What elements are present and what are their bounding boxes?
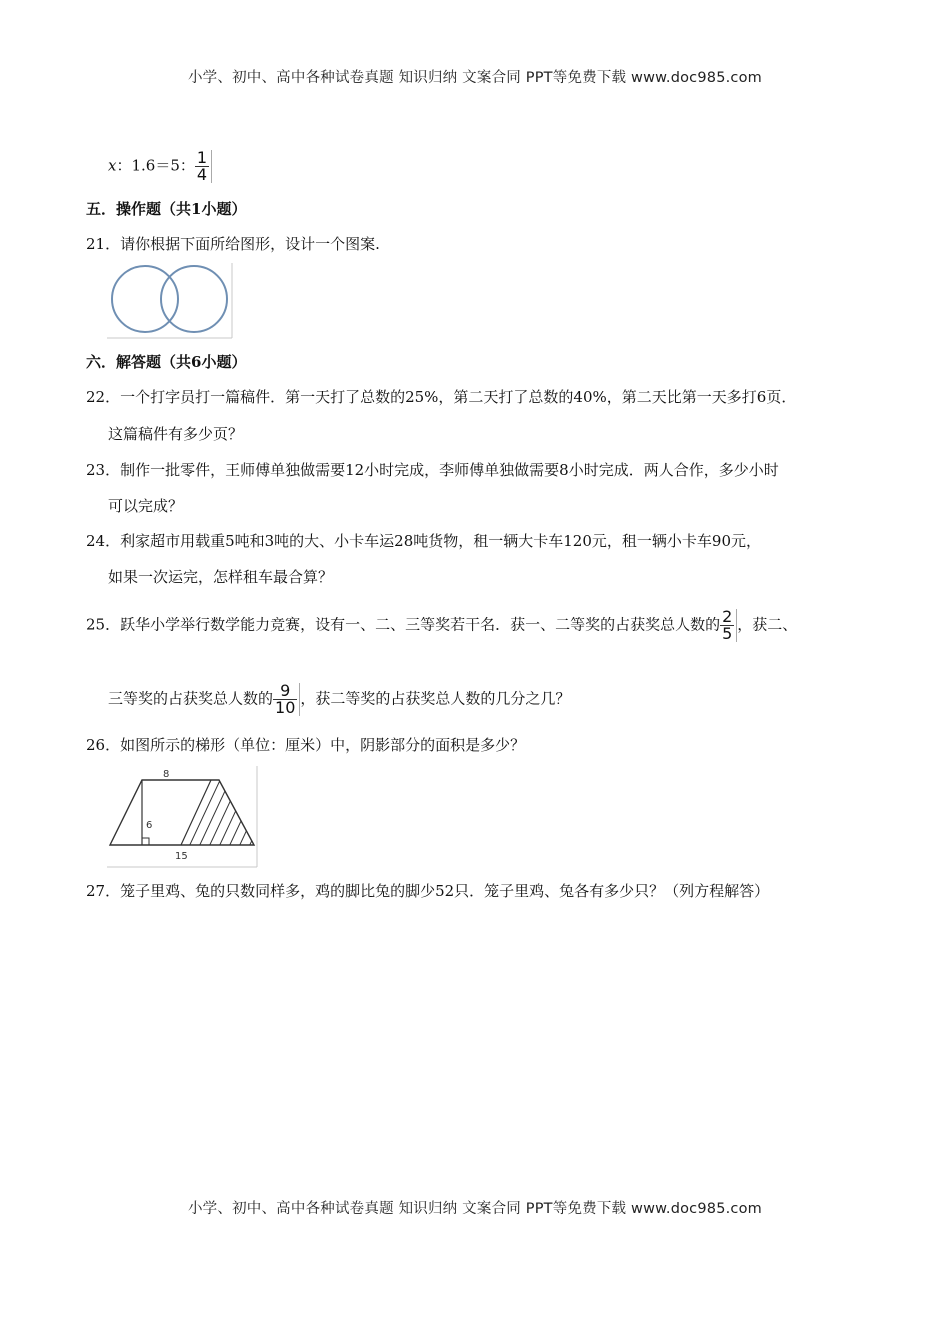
right-circle	[161, 266, 227, 332]
fraction-one-quarter: $\frac{1}{4}$	[195, 150, 212, 183]
page-footer: 小学、初中、高中各种试卷真题 知识归纳 文案合同 PPT等免费下载 www.doc985.com	[187, 1201, 763, 1217]
question-23-line2: 可以完成？	[108, 497, 184, 515]
trapezoid-figure	[107, 766, 259, 868]
left-circle	[112, 266, 178, 332]
height-label: 6	[146, 820, 153, 831]
trapezoid-outline	[110, 780, 254, 845]
question-23-line1: 23．制作一批零件，王师傅单独做需要12小时完成，李师傅单独做需要8小时完成．两人合作，多少小时	[86, 461, 779, 479]
question-22-line1: 22．一个打字员打一篇稿件．第一天打了总数的25%，第二天打了总数的40%，第二天比第一天多打6页．	[86, 388, 797, 406]
question-21: 21．请你根据下面所给图形，设计一个图案.	[86, 235, 380, 253]
bottom-base-label: 15	[175, 851, 188, 862]
equation-text: ：1.6＝5：	[116, 156, 195, 175]
two-circles-figure	[107, 263, 234, 339]
shaded-region-edge	[181, 780, 211, 845]
question-26: 26．如图所示的梯形（单位：厘米）中，阴影部分的面积是多少？	[86, 736, 526, 754]
equation-line	[108, 150, 212, 183]
fraction-two-fifths: $\frac{2}{5}$	[720, 609, 737, 642]
page-header: 小学、初中、高中各种试卷真题 知识归纳 文案合同 PPT等免费下载 www.doc985.com	[187, 70, 763, 86]
shaded-region-hatch	[177, 766, 259, 851]
question-27: 27．笼子里鸡、兔的只数同样多，鸡的脚比兔的脚少52只．笼子里鸡、兔各有多少只？（列方程解答）	[86, 882, 770, 900]
variable-x: x	[108, 156, 117, 175]
section-5-title: 五．操作题（共1小题）	[86, 200, 247, 218]
question-25-line2: 三等奖的占获奖总人数的 $\frac{9}{10}$ ，获二等奖的占获奖总人数的几分之几？	[108, 681, 571, 717]
question-24-line1: 24．利家超市用载重5吨和3吨的大、小卡车运28吨货物，租一辆大卡车120元，租一辆小卡车90元，	[86, 532, 761, 550]
fraction-nine-tenths: $\frac{9}{10}$	[273, 683, 300, 716]
section-6-title: 六．解答题（共6小题）	[86, 353, 247, 371]
right-angle-mark	[142, 838, 149, 845]
top-base-label: 8	[163, 769, 170, 780]
question-22-line2: 这篇稿件有多少页？	[108, 425, 244, 443]
question-24-line2: 如果一次运完，怎样租车最合算？	[108, 568, 334, 586]
question-25-line1: 25．跃华小学举行数学能力竞赛，设有一、二、三等奖若干名．获一、二等奖的占获奖总人数的 $\frac{2}{5}$ ，获二、	[86, 607, 798, 643]
